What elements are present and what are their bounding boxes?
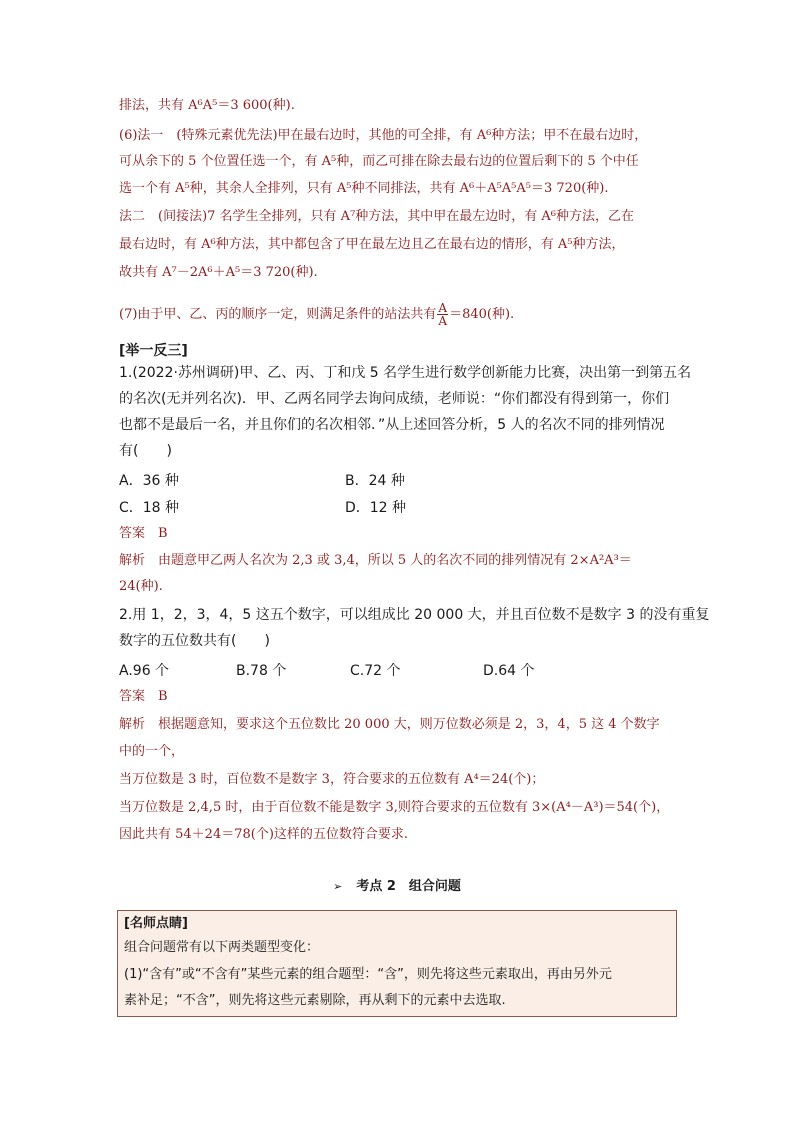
solution-line-4: 选一个有 A⁵种，其余人全排列，只有 A⁵种不同排法，共有 A⁶＋A⁵A⁵A⁵＝3 720(种). (119, 181, 609, 196)
kaodian-heading (0, 875, 794, 894)
tip-box-title: [名师点睛] (124, 916, 188, 931)
q2-option-a: A.96 个 (119, 663, 170, 679)
q1-explanation-line-1: 解析 由题意甲乙两人名次为 2,3 或 3,4，所以 5 人的名次不同的排列情况有 2×A²A³＝ (119, 553, 632, 568)
q2-line-2: 数字的五位数共有( ) (119, 633, 270, 649)
q2-option-b: B.78 个 (236, 663, 287, 679)
solution-line-2: (6)法一 (特殊元素优先法)甲在最右边时，其他的可全排，有 A⁶种方法；甲不在最右边时， (119, 128, 648, 143)
fraction-denominator: A (438, 314, 448, 328)
q1-line-4: 有( ) (119, 443, 172, 459)
q1-option-a: A．36 种 (119, 473, 179, 489)
q1-option-b: B．24 种 (345, 473, 405, 489)
q2-explanation-line-5: 因此共有 54＋24＝78(个)这样的五位数符合要求. (119, 827, 409, 842)
solution-line-8 (119, 302, 679, 327)
q1-answer: 答案 B (119, 526, 168, 541)
solution-line-7: 故共有 A⁷－2A⁶＋A⁵＝3 720(种). (119, 265, 318, 280)
q2-explanation-line-3: 当万位数是 3 时，百位数不是数字 3，符合要求的五位数有 A⁴＝24(个)； (119, 772, 545, 787)
q1-line-2: 的名次(无并列名次)．甲、乙两名同学去询问成绩，老师说：“你们都没有得到第一，你们 (119, 391, 670, 407)
q1-explanation-line-2: 24(种). (119, 579, 163, 594)
solution-line-3: 可从余下的 5 个位置任选一个，有 A⁵种，而乙可排在除去最右边的位置后剩下的 5 个中任 (119, 154, 639, 169)
solution-line-8-result: ＝840(种). (449, 307, 515, 322)
kaodian-title: 考点 2 组合问题 (356, 879, 461, 894)
q1-line-3: 也都不是最后一名，并且你们的名次相邻．”从上述回答分析，5 人的名次不同的排列情况 (119, 417, 665, 433)
solution-line-1: 排法，共有 A⁶A⁵＝3 600(种). (119, 98, 295, 113)
arrow-icon: ➢ (333, 880, 343, 893)
q2-explanation-line-1: 解析 根据题意知，要求这个五位数比 20 000 大，则万位数必须是 2，3，4，5 这 4 个数字 (119, 717, 660, 732)
solution-line-5: 法二 (间接法)7 名学生全排列，只有 A⁷种方法，其中甲在最左边时，有 A⁶种方法，乙在 (119, 209, 635, 224)
q2-option-c: C.72 个 (350, 663, 401, 679)
q1-option-d: D．12 种 (345, 500, 407, 516)
q2-answer: 答案 B (119, 689, 168, 704)
q2-explanation-line-4: 当万位数是 2,4,5 时，由于百位数不能是数字 3,则符合要求的五位数有 3×(A⁴－A³)＝54(个)， (119, 800, 670, 815)
q1-line-1: 1.(2022·苏州调研)甲、乙、丙、丁和戊 5 名学生进行数学创新能力比赛，决出第一到第五名 (119, 365, 692, 381)
solution-line-6: 最右边时，有 A⁶种方法，其中都包含了甲在最左边且乙在最右边的情形，有 A⁵种方法， (119, 237, 625, 252)
tip-box (117, 910, 677, 1017)
tip-box-line-1: 组合问题常有以下两类题型变化： (124, 940, 320, 955)
tip-box-line-3: 素补足；“不含”，则先将这些元素剔除，再从剩下的元素中去选取. (124, 993, 506, 1008)
q2-option-d: D.64 个 (483, 663, 535, 679)
q2-line-1: 2.用 1，2，3，4，5 这五个数字，可以组成比 20 000 大，并且百位数不是数字 3 的没有重复 (119, 607, 710, 623)
tip-box-line-2: (1)“含有”或“不含有”某些元素的组合题型：“含”，则先将这些元素取出，再由另外元 (124, 967, 612, 982)
fraction-numerator: A (438, 301, 448, 315)
q2-explanation-line-2: 中的一个， (119, 744, 185, 759)
fraction (437, 302, 448, 327)
solution-line-8-text: (7)由于甲、乙、丙的顺序一定，则满足条件的站法共有 (119, 307, 437, 322)
section-title: [举一反三] (119, 343, 188, 359)
q1-option-c: C．18 种 (119, 500, 180, 516)
